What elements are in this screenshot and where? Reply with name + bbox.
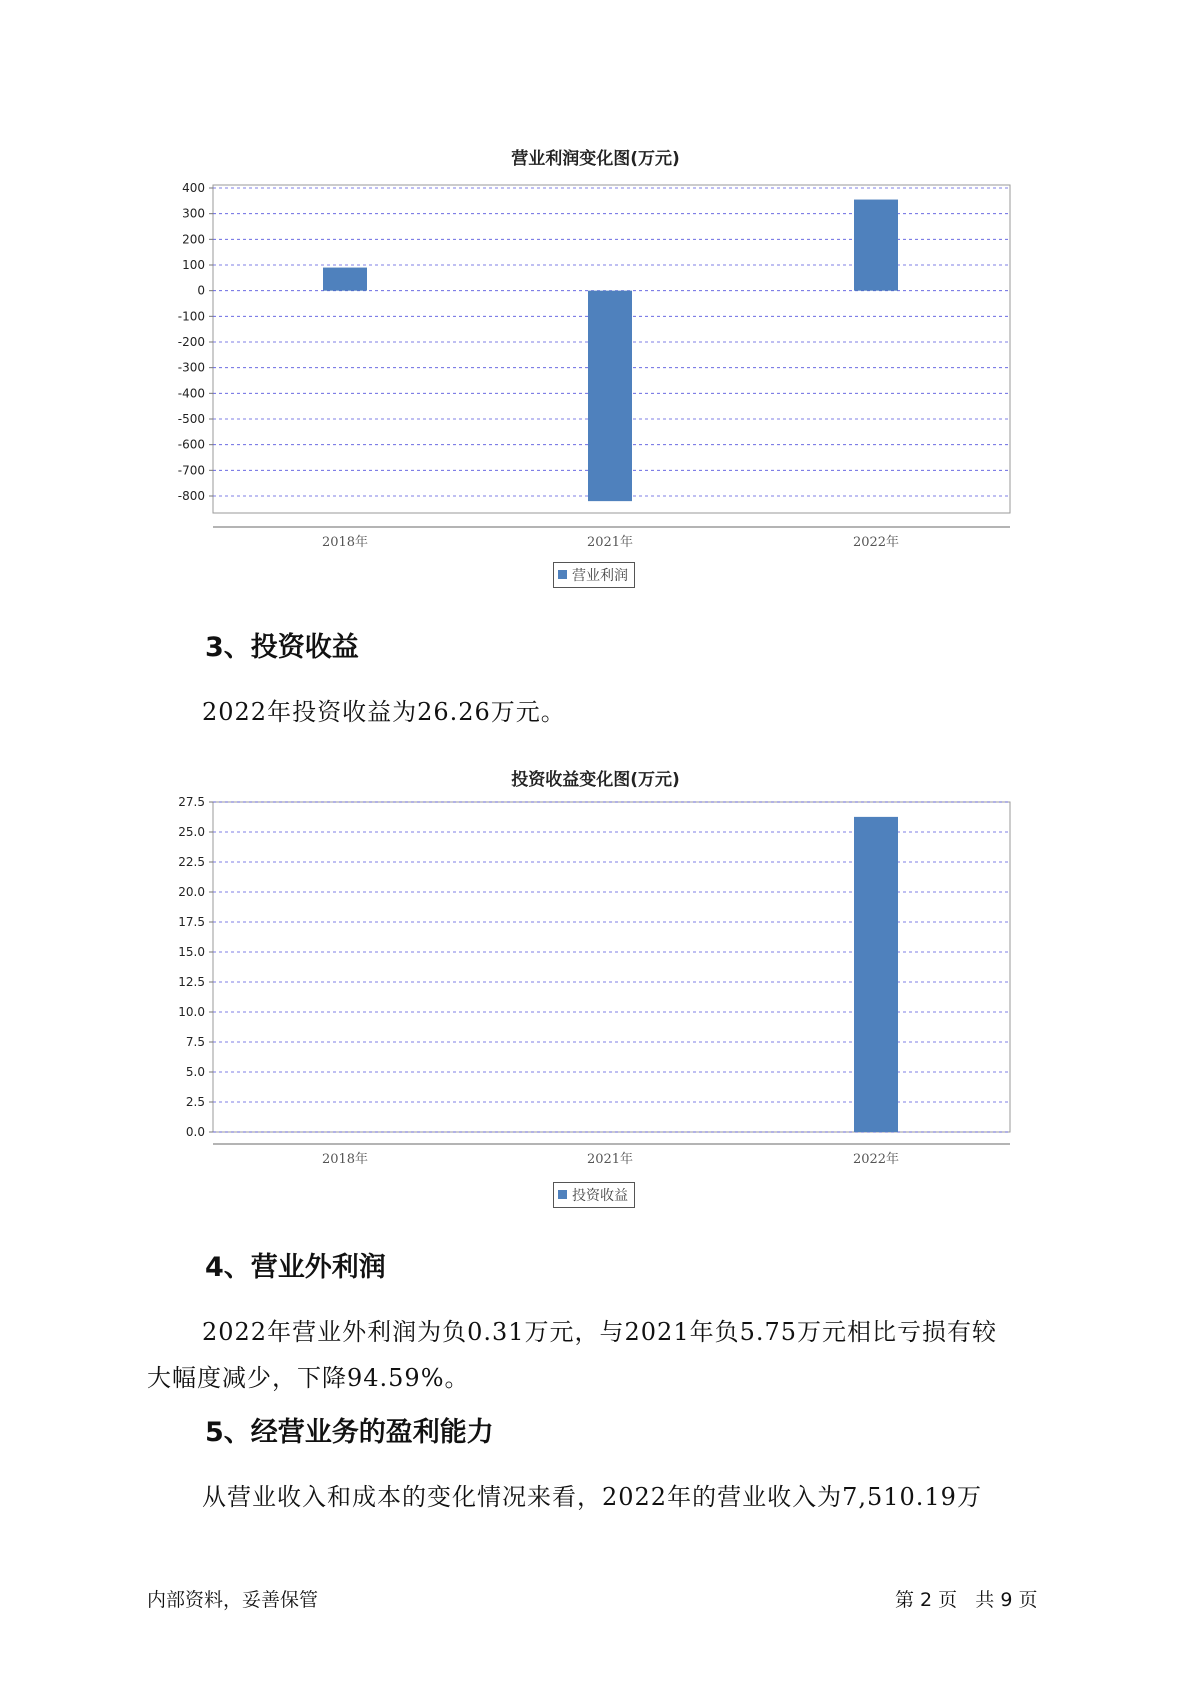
y-tick-label: -400: [177, 386, 205, 401]
y-tick-label: 2.5: [185, 1095, 205, 1109]
x-tick-label: 2022年: [852, 535, 900, 550]
y-tick-label: -100: [177, 309, 205, 324]
legend-label: 投资收益: [572, 1188, 628, 1204]
bar-2022年: [854, 817, 898, 1132]
y-tick-label: -600: [177, 437, 205, 452]
y-tick-label: -300: [177, 360, 205, 375]
y-tick-label: 27.5: [178, 795, 205, 809]
chart-title-investment-income: 投资收益变化图(万元): [511, 770, 680, 790]
x-tick-label: 2022年: [852, 1152, 900, 1167]
footer-confidential-note: 内部资料，妥善保管: [147, 1589, 319, 1611]
footer-page-number: 第 2 页 共 9 页: [895, 1589, 1038, 1611]
x-tick-label: 2018年: [321, 535, 369, 550]
legend-swatch: [558, 1190, 567, 1199]
y-tick-label: -200: [177, 335, 205, 349]
y-tick-label: 0: [197, 283, 205, 298]
y-tick-label: 300: [182, 206, 205, 221]
chart-title-operating-profit: 营业利润变化图(万元): [511, 149, 680, 169]
y-tick-label: 17.5: [178, 915, 205, 929]
text-non-operating-profit-line1: 2022年营业外利润为负0.31万元，与2021年负5.75万元相比亏损有较: [202, 1318, 998, 1346]
y-tick-label: -700: [177, 463, 205, 478]
text-non-operating-profit-line2: 大幅度减少，下降94.59%。: [147, 1364, 470, 1392]
y-tick-label: 100: [182, 258, 205, 272]
legend-label: 营业利润: [572, 568, 628, 584]
y-tick-label: 25.0: [178, 825, 205, 839]
y-tick-label: 200: [182, 232, 205, 247]
y-tick-label: 7.5: [185, 1035, 205, 1049]
y-tick-label: 0.0: [185, 1125, 205, 1139]
y-tick-label: 10.0: [178, 1005, 205, 1019]
y-tick-label: -500: [177, 412, 205, 426]
y-tick-label: 400: [182, 181, 205, 195]
x-tick-label: 2021年: [586, 1152, 634, 1167]
heading-non-operating-profit: 4、营业外利润: [205, 1252, 386, 1283]
text-profitability-line1: 从营业收入和成本的变化情况来看，2022年的营业收入为7,510.19万: [202, 1483, 982, 1511]
x-tick-label: 2018年: [321, 1152, 369, 1167]
y-tick-label: 22.5: [178, 855, 205, 869]
heading-investment-income: 3、投资收益: [205, 632, 359, 663]
text-investment-income: 2022年投资收益为26.26万元。: [202, 698, 566, 726]
y-tick-label: 5.0: [185, 1065, 205, 1079]
y-tick-label: -800: [177, 489, 205, 503]
y-tick-label: 15.0: [178, 945, 205, 959]
y-tick-label: 20.0: [178, 885, 205, 899]
legend-investment-income: [553, 1182, 635, 1208]
y-tick-label: 12.5: [178, 975, 205, 989]
x-tick-label: 2021年: [586, 535, 634, 550]
heading-profitability: 5、经营业务的盈利能力: [205, 1417, 494, 1448]
